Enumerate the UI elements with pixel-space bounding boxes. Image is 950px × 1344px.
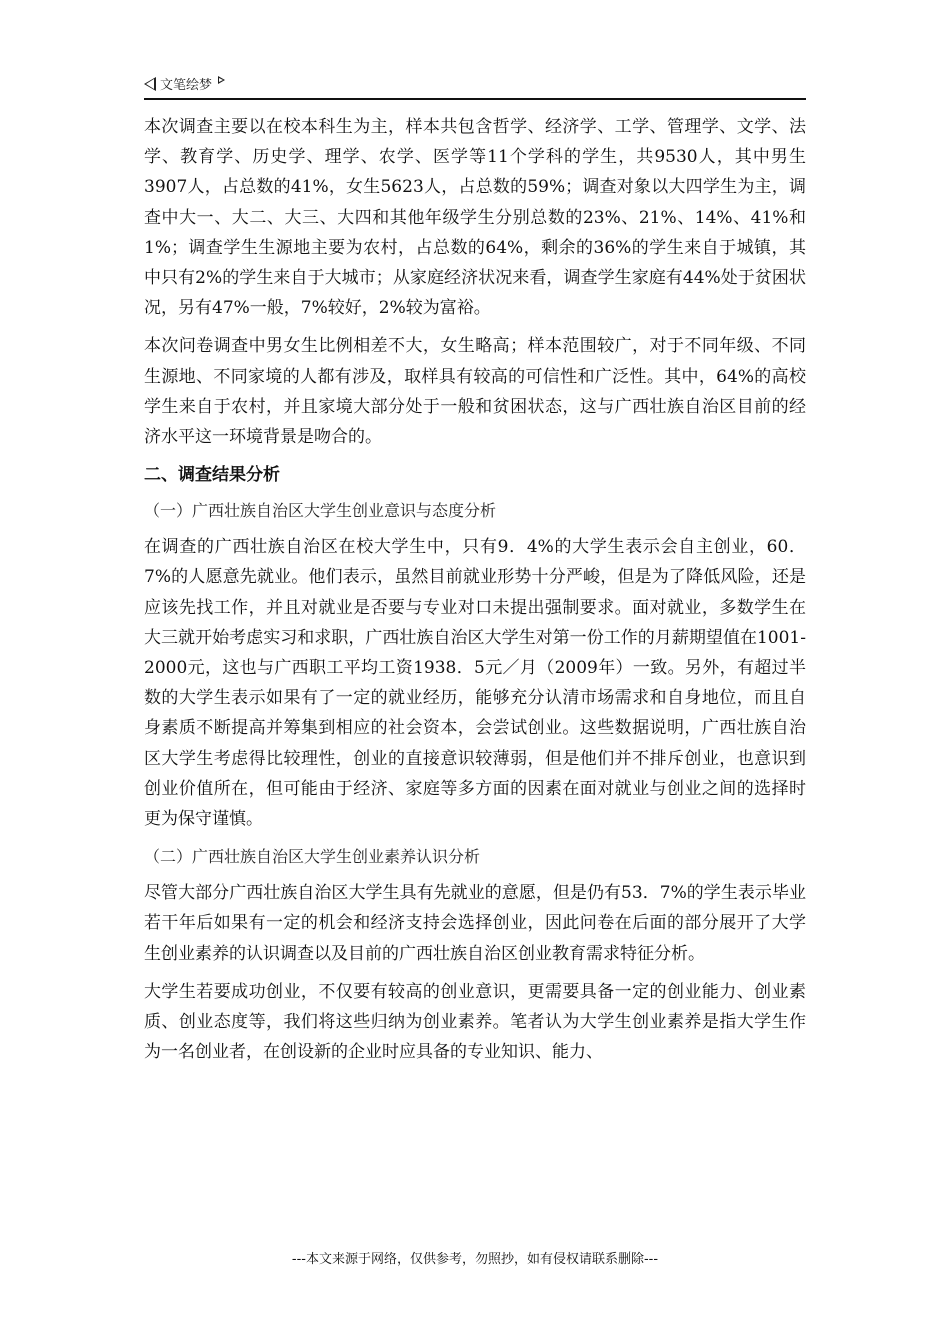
page-header — [144, 72, 806, 100]
paragraph-literacy-intro: 尽管大部分广西壮族自治区大学生具有先就业的意愿，但是仍有53．7%的学生表示毕业若干年后如果有一定的机会和经济支持会选择创业，因此问卷在后面的部分展开了大学生创业素养的认识调查以及目前的广西壮族自治区创业教育需求特征分析。 — [144, 883, 806, 964]
footer-notice: ---本文来源于网络，仅供参考，勿照抄，如有侵权请联系删除--- — [291, 1252, 659, 1267]
subsection-heading-1: （一）广西壮族自治区大学生创业意识与态度分析 — [144, 501, 497, 521]
header-logo — [144, 74, 225, 93]
left-triangle-icon — [144, 77, 156, 91]
paragraph-attitude-analysis: 在调查的广西壮族自治区在校大学生中，只有9．4%的大学生表示会自主创业，60．7%的人愿意先就业。他们表示，虽然目前就业形势十分严峻，但是为了降低风险，还是应该先找工作，并且对就业是否要与专业对口未提出强制要求。面对就业，多数学生在大三就开始考虑实习和求职，广西壮族自治区大学生对第一份工作的月薪期望值在1001-2000元，这也与广西职工平均工资1938．5元／月（2009年）一致。另外，有超过半数的大学生表示如果有了一定的就业经历，能够充分认清市场需求和自身地位，而且自身素质不断提高并筹集到相应的社会资本，会尝试创业。这些数据说明，广西壮族自治区大学生考虑得比较理性，创业的直接意识较薄弱，但是他们并不排斥创业，也意识到创业价值所在，但可能由于经济、家庭等多方面的因素在面对就业与创业之间的选择时更为保守谨慎。 — [144, 537, 806, 830]
right-triangle-icon — [218, 76, 225, 84]
paragraph-literacy-definition: 大学生若要成功创业，不仅要有较高的创业意识，更需要具备一定的创业能力、创业素质、创业态度等，我们将这些归纳为创业素养。笔者认为大学生创业素养是指大学生作为一名创业者，在创设新的企业时应具备的专业知识、能力、 — [144, 981, 806, 1063]
logo-text: 文笔绘梦 — [160, 78, 213, 93]
paragraph-sample-overview: 本次调查主要以在校本科生为主，样本共包含哲学、经济学、工学、管理学、文学、法学、教育学、历史学、理学、农学、医学等11个学科的学生，共9530人，其中男生3907人，占总数的41%，女生5623人，占总数的59%；调查对象以大四学生为主，调查中大一、大二、大三、大四和其他年级学生分别总数的23%、21%、14%、41%和1%；调查学生生源地主要为农村，占总数的64%，剩余的36%的学生来自于城镇，其中只有2%的学生来自于大城市；从家庭经济状况来看，调查学生家庭有44%处于贫困状况，另有47%一般，7%较好，2%较为富裕。 — [144, 117, 806, 319]
document-body — [144, 112, 806, 1075]
paragraph-sample-analysis: 本次问卷调查中男女生比例相差不大，女生略高；样本范围较广，对于不同年级、不同生源地、不同家境的人都有涉及，取样具有较高的可信性和广泛性。其中，64%的高校学生来自于农村，并且家境大部分处于一般和贫困状态，这与广西壮族自治区目前的经济水平这一环境背景是吻合的。 — [144, 336, 806, 448]
subsection-heading-2: （二）广西壮族自治区大学生创业素养认识分析 — [144, 847, 481, 867]
section-heading: 二、调查结果分析 — [144, 465, 280, 486]
